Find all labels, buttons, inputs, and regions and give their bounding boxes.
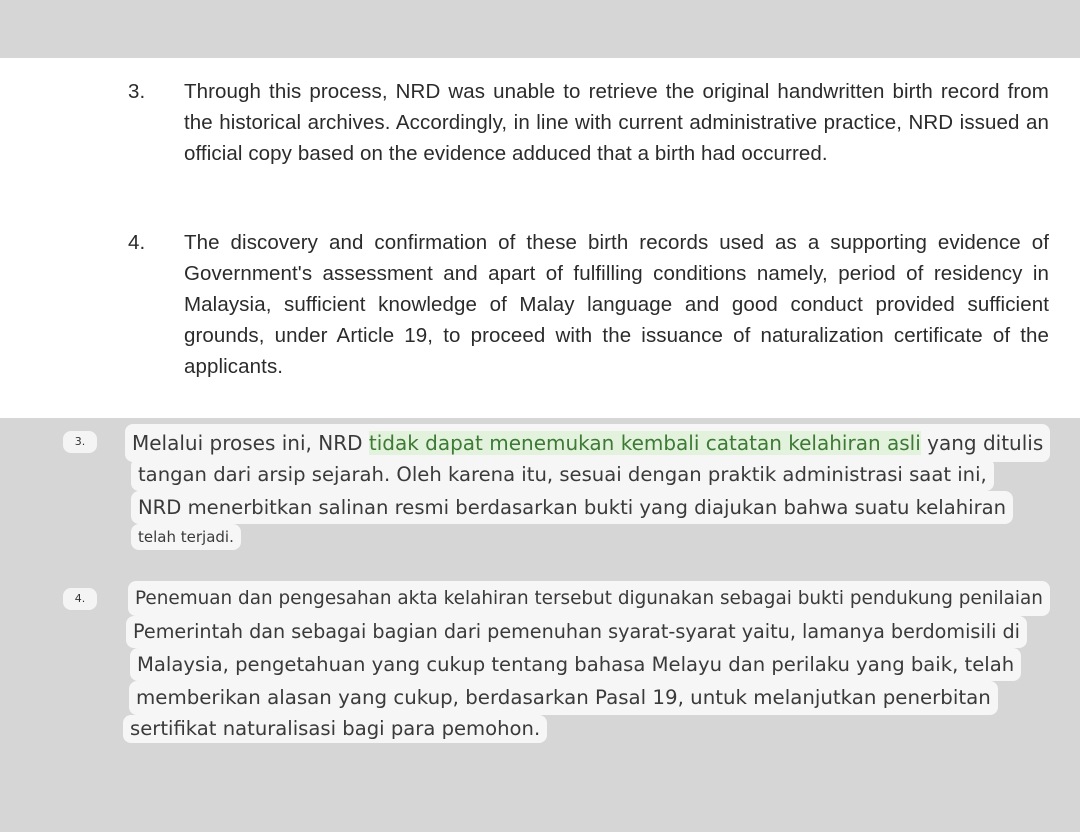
paragraph-number: 4. [128,231,146,254]
paragraph-text: Through this process, NRD was unable to retrieve the original handwritten birth record from the historical archives. Accordingly, in line with current administrative practice, NRD issued an official copy based on the evidence adduced that a birth had occurred. [184,80,1049,165]
translation-number-badge-3: 3. [63,431,97,453]
highlighted-phrase: tidak dapat menemukan kembali catatan kelahiran asli [368,431,921,455]
translation-line: Penemuan dan pengesahan akta kelahiran tersebut digunakan sebagai bukti pendukung penilaian [128,581,1050,616]
translation-line: NRD menerbitkan salinan resmi berdasarkan bukti yang diajukan bahwa suatu kelahiran [131,491,1013,524]
paragraph-number: 3. [128,80,146,103]
original-document [0,58,1080,418]
translation-line: memberikan alasan yang cukup, berdasarkan Pasal 19, untuk melanjutkan penerbitan [129,681,998,715]
translation-line: telah terjadi. [131,524,241,550]
document-paragraph-4 [128,227,1058,387]
paragraph-text: The discovery and confirmation of these birth records used as a supporting evidence of Government's assessment and apart of fulfilling conditions namely, period of residency in Malaysia, sufficient knowledge of Malay language and good conduct provided sufficient grounds, under Article 19, to proceed with the issuance of naturalization certificate of the applicants. [184,231,1049,378]
translation-region [0,418,1080,832]
line-text: Melalui proses ini, NRD [132,431,369,455]
translation-number-badge-4: 4. [63,588,97,610]
translation-line: tangan dari arsip sejarah. Oleh karena itu, sesuai dengan praktik administrasi saat ini, [131,458,994,491]
document-paragraph-3 [128,76,1058,206]
line-text: yang ditulis [920,431,1044,455]
translation-line: sertifikat naturalisasi bagi para pemohon. [123,715,547,743]
top-grey-strip [0,0,1080,58]
translation-line [125,424,1050,462]
translation-line: Malaysia, pengetahuan yang cukup tentang bahasa Melayu dan perilaku yang baik, telah [130,648,1021,681]
translation-line: Pemerintah dan sebagai bagian dari pemenuhan syarat-syarat yaitu, lamanya berdomisili di [126,616,1027,648]
